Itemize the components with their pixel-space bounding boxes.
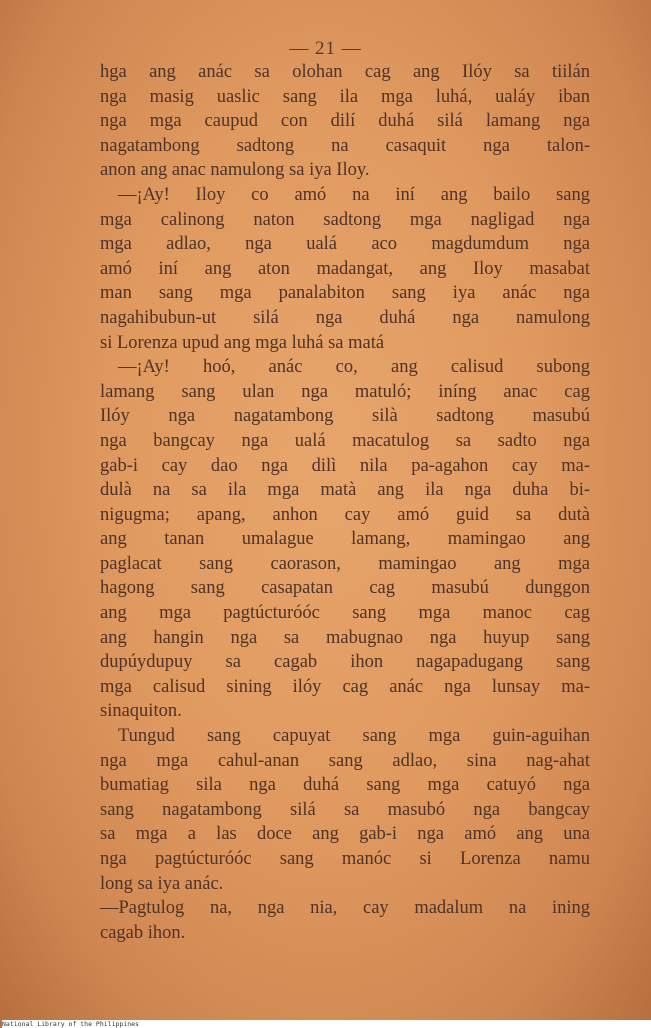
text-line: mga calinong naton sadtong mga nagligad nga — [100, 209, 590, 230]
text-line: paglacat sang caorason, mamingao ang mga — [100, 553, 590, 574]
text-line: hga ang anác sa olohan cag ang Ilóy sa tiilán — [100, 62, 590, 82]
text-line: hagong sang casapatan cag masubú dunggon — [100, 578, 590, 599]
text-line: —¡Ay! Iloy co amó na iní ang bailo sang — [118, 184, 590, 205]
text-line: nga bangcay nga ualá macatulog sa sadto nga — [100, 430, 590, 451]
text-line: nga mga caupud con dilí duhá silá lamang nga — [100, 111, 590, 132]
text-line: nga pagtúcturóóc sang manóc si Lorenza namu — [100, 849, 590, 869]
text-line: gab-i cay dao nga dilì nila pa-agahon cay ma- — [100, 455, 590, 476]
text-line: lamang sang ulan nga matuló; iníng anac cag — [100, 381, 590, 402]
footer-credit: National Library of the Philippines — [2, 1020, 651, 1028]
text-line: Tungud sang capuyat sang mga guin-aguihan — [118, 726, 590, 747]
text-line: ang mga pagtúcturóóc sang mga manoc cag — [100, 603, 590, 624]
text-line: sinaquiton. — [100, 701, 182, 722]
text-line: nagahibubun-ut silá nga duhá nga namulong — [100, 307, 590, 328]
text-line: —Pagtulog na, nga nia, cay madalum na ining — [100, 898, 590, 919]
text-line: mga adlao, nga ualá aco magdumdum nga — [100, 234, 590, 255]
text-line: ang tanan umalague lamang, mamingao ang — [100, 529, 590, 550]
text-line: dupúydupuy sa cagab ihon nagapadugang sang — [100, 652, 590, 673]
text-line: sang nagatambong silá sa masubó nga bangcay — [100, 799, 590, 820]
text-line: sa mga a las doce ang gab-i nga amó ang una — [100, 824, 590, 845]
text-line: nga mga cahul-anan sang adlao, sina nag-ahat — [100, 750, 590, 771]
page-text — [100, 60, 590, 945]
text-line: anon ang anac namulong sa iya Iloy. — [100, 160, 370, 181]
text-line: ang hangin nga sa mabugnao nga huyup sang — [100, 627, 590, 648]
page-number: — 21 — — [289, 38, 362, 59]
text-line: bumatiag sila nga duhá sang mga catuyó nga — [100, 775, 590, 796]
text-line: nga masig uaslic sang ila mga luhá, ualáy iban — [100, 86, 590, 107]
text-line: dulà na sa ila mga matà ang ila nga duha bi- — [100, 480, 590, 501]
text-line: —¡Ay! hoó, anác co, ang calisud subong — [118, 357, 590, 378]
text-line: si Lorenza upud ang mga luhá sa matá — [100, 332, 385, 353]
text-line: amó iní ang aton madangat, ang Iloy masabat — [100, 258, 590, 279]
text-line: nagatambong sadtong na casaquit nga talon- — [100, 135, 590, 156]
text-line: long sa iya anác. — [100, 873, 224, 894]
text-line: mga calisud sining ilóy cag anác nga lunsay ma- — [100, 676, 590, 697]
text-line: nigugma; apang, anhon cay amó guid sa dutà — [100, 504, 590, 525]
text-line: cagab ihon. — [100, 922, 186, 943]
text-line: Ilóy nga nagatambong silà sadtong masubú — [100, 406, 590, 427]
text-line: man sang mga panalabiton sang iya anác nga — [100, 283, 590, 304]
